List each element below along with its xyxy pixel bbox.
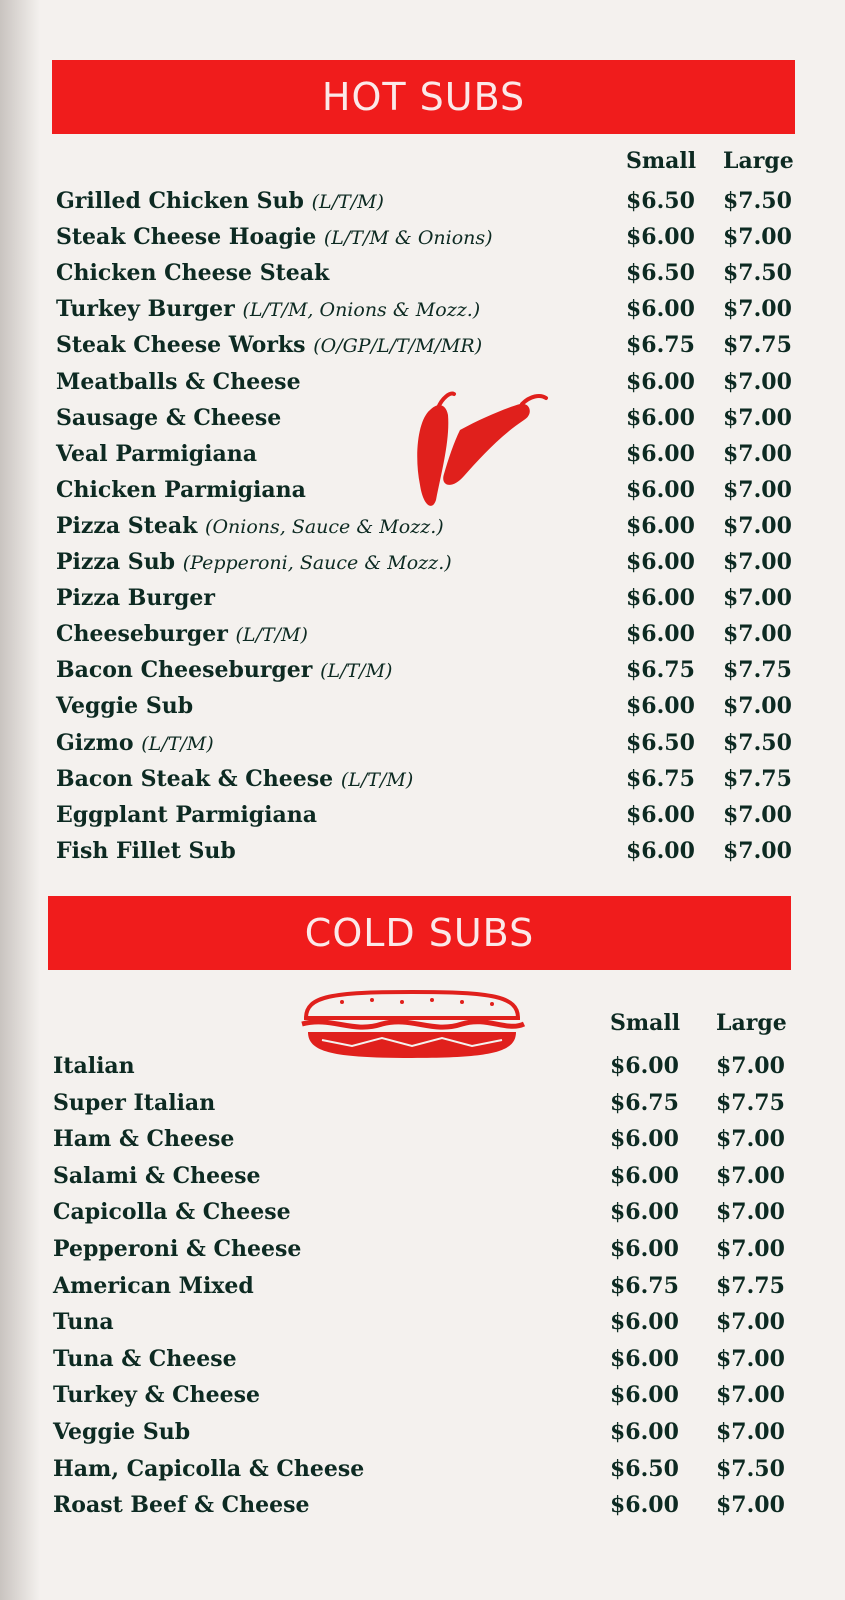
item-name [53,1456,364,1482]
item-name-text: Super Italian [53,1089,216,1116]
item-name [53,1163,260,1189]
small-price: $6.00 [626,801,695,828]
small-price: $6.00 [626,368,695,395]
item-name-text: Capicolla & Cheese [53,1199,291,1226]
item-name [56,693,193,719]
item-name-text: Bacon Steak & Cheese [56,765,334,792]
large-price: $7.00 [723,296,792,323]
small-price: $6.00 [626,621,695,648]
item-name-text: Sausage & Cheese [56,404,282,431]
small-price: $6.00 [626,837,695,864]
small-price: $6.00 [626,549,695,575]
item-name-text: American Mixed [53,1272,254,1299]
menu-item-row [56,766,796,802]
menu-item-row [56,693,796,729]
large-price: $7.00 [716,1236,785,1262]
item-note: (Onions, Sauce & Mozz.) [205,515,444,538]
cold-large-header: Large [716,1010,787,1036]
small-price: $6.75 [626,332,695,359]
item-name [53,1346,237,1372]
item-name [53,1199,291,1225]
item-note: (L/T/M) [320,660,393,683]
small-price: $6.75 [610,1272,679,1299]
menu-item-row [53,1492,793,1528]
item-name [56,369,301,395]
item-name-text: Turkey Burger [56,296,235,323]
sub-sandwich-icon [292,988,532,1062]
item-name [56,766,413,792]
small-price: $6.00 [610,1199,679,1226]
small-price: $6.00 [626,296,695,323]
hot-small-header: Small [626,148,697,174]
item-note: (L/T/M) [141,732,214,755]
item-name-text: Pizza Burger [56,585,215,612]
item-name-text: Steak Cheese Works [56,332,306,359]
item-name [53,1309,114,1335]
item-name [56,585,215,611]
item-name-text: Roast Beef & Cheese [53,1492,310,1519]
large-price: $7.00 [723,585,792,612]
item-name [56,513,444,539]
large-price: $7.00 [716,1053,785,1079]
large-price: $7.75 [723,765,792,792]
menu-item-row [56,621,796,657]
menu-item-row [56,188,796,224]
large-price: $7.50 [723,188,792,214]
menu-item-row [56,585,796,621]
small-price: $6.75 [610,1089,679,1116]
small-price: $6.00 [626,224,695,251]
menu-item-row [53,1382,793,1418]
large-price: $7.50 [723,729,792,756]
item-name-text: Pizza Sub [56,549,176,575]
item-name-text: Tuna [53,1309,114,1336]
small-price: $6.50 [626,729,695,756]
small-price: $6.75 [626,765,695,792]
item-name [56,405,281,431]
menu-item-row [53,1309,793,1345]
item-name [53,1236,301,1262]
menu-item-row [53,1163,793,1199]
small-price: $6.50 [610,1455,679,1482]
item-name-text: Steak Cheese Hoagie [56,224,317,251]
item-name [53,1053,135,1079]
menu-item-row [53,1346,793,1382]
chili-peppers-icon [410,390,560,515]
menu-item-row [56,224,796,260]
item-name [56,621,308,647]
small-price: $6.00 [626,512,695,539]
menu-item-row [53,1273,793,1309]
large-price: $7.00 [723,801,792,828]
item-name-text: Chicken Cheese Steak [56,260,330,287]
menu-item-row [53,1199,793,1235]
item-name [53,1382,260,1408]
small-price: $6.50 [626,260,695,287]
large-price: $7.00 [716,1345,785,1372]
menu-item-row [53,1126,793,1162]
menu-item-row [53,1053,793,1089]
item-name [56,332,482,358]
item-name-text: Italian [53,1053,135,1079]
large-price: $7.00 [723,440,792,467]
small-price: $6.00 [610,1236,679,1262]
cold-small-header: Small [610,1010,681,1036]
item-name [56,477,306,503]
small-price: $6.00 [610,1382,679,1409]
item-name-text: Tuna & Cheese [53,1345,237,1372]
hot-subs-title: HOT SUBS [321,75,526,119]
menu-item-row [53,1236,793,1272]
hot-large-header: Large [723,148,794,174]
menu-item-row [56,549,796,585]
item-name [56,188,384,214]
item-name [56,657,392,683]
cold-subs-banner [48,896,791,970]
small-price: $6.00 [626,404,695,431]
large-price: $7.00 [716,1309,785,1336]
item-name-text: Salami & Cheese [53,1162,261,1189]
item-name-text: Bacon Cheeseburger [56,657,313,684]
item-note: (L/T/M) [340,768,414,791]
item-name-text: Veggie Sub [56,693,194,720]
large-price: $7.00 [716,1126,785,1153]
small-price: $6.00 [610,1309,679,1336]
large-price: $7.00 [716,1419,785,1445]
item-name-text: Pizza Steak [56,512,198,539]
item-name [56,802,317,828]
small-price: $6.00 [626,476,695,503]
menu-item-row [53,1090,793,1126]
item-note: (L/T/M & Onions) [323,227,493,250]
large-price: $7.00 [716,1162,785,1189]
item-name-text: Veal Parmigiana [56,440,257,467]
large-price: $7.00 [716,1382,785,1409]
large-price: $7.00 [723,476,792,503]
item-name [56,224,493,250]
item-name [53,1090,215,1116]
item-name-text: Meatballs & Cheese [56,368,301,395]
item-name [56,730,214,756]
item-name [56,260,329,286]
small-price: $6.00 [610,1419,679,1445]
item-name [56,296,480,322]
item-name [56,441,257,467]
large-price: $7.00 [723,549,792,575]
menu-item-row [56,730,796,766]
menu-item-row [53,1419,793,1455]
item-name-text: Chicken Parmigiana [56,476,306,503]
menu-item-row [56,332,796,368]
cold-subs-title: COLD SUBS [304,911,535,955]
item-name-text: Grilled Chicken Sub [56,188,304,214]
item-name-text: Gizmo [56,729,134,756]
item-name [53,1419,190,1445]
menu-item-row [56,838,796,874]
large-price: $7.00 [723,621,792,648]
item-note: (L/T/M) [235,624,308,647]
item-name-text: Ham & Cheese [53,1126,235,1153]
item-name [53,1273,254,1299]
large-price: $7.00 [723,837,792,864]
menu-item-row [56,260,796,296]
small-price: $6.75 [626,657,695,684]
large-price: $7.00 [723,368,792,395]
item-note: (O/GP/L/T/M/MR) [313,335,483,358]
item-name-text: Fish Fillet Sub [56,837,236,864]
small-price: $6.00 [626,693,695,720]
small-price: $6.00 [610,1126,679,1153]
item-note: (L/T/M, Onions & Mozz.) [242,299,481,322]
hot-subs-banner [52,60,795,134]
large-price: $7.00 [723,404,792,431]
item-name-text: Veggie Sub [53,1419,191,1445]
small-price: $6.00 [626,440,695,467]
small-price: $6.50 [626,188,695,214]
item-name [53,1492,310,1518]
large-price: $7.75 [716,1089,785,1116]
large-price: $7.50 [723,260,792,287]
item-name-text: Cheeseburger [56,621,228,648]
small-price: $6.00 [610,1345,679,1372]
page-edge-shadow [0,0,40,1600]
small-price: $6.00 [610,1492,679,1519]
large-price: $7.75 [723,657,792,684]
large-price: $7.50 [716,1455,785,1482]
large-price: $7.00 [716,1199,785,1226]
large-price: $7.75 [723,332,792,359]
item-name-text: Ham, Capicolla & Cheese [53,1455,365,1482]
small-price: $6.00 [610,1053,679,1079]
small-price: $6.00 [626,585,695,612]
item-name-text: Eggplant Parmigiana [56,801,318,828]
large-price: $7.00 [723,693,792,720]
item-note: (Pepperoni, Sauce & Mozz.) [182,552,452,574]
large-price: $7.00 [716,1492,785,1519]
small-price: $6.00 [610,1162,679,1189]
menu-item-row [53,1456,793,1492]
menu-item-row [56,657,796,693]
item-name [56,838,236,864]
menu-item-row [56,802,796,838]
item-name-text: Turkey & Cheese [53,1382,261,1409]
menu-item-row [56,296,796,332]
large-price: $7.00 [723,224,792,251]
menu-item-row [56,513,796,549]
item-name-text: Pepperoni & Cheese [53,1236,302,1262]
large-price: $7.75 [716,1272,785,1299]
item-note: (L/T/M) [311,191,384,213]
large-price: $7.00 [723,512,792,539]
item-name [53,1126,234,1152]
item-name [56,549,452,575]
